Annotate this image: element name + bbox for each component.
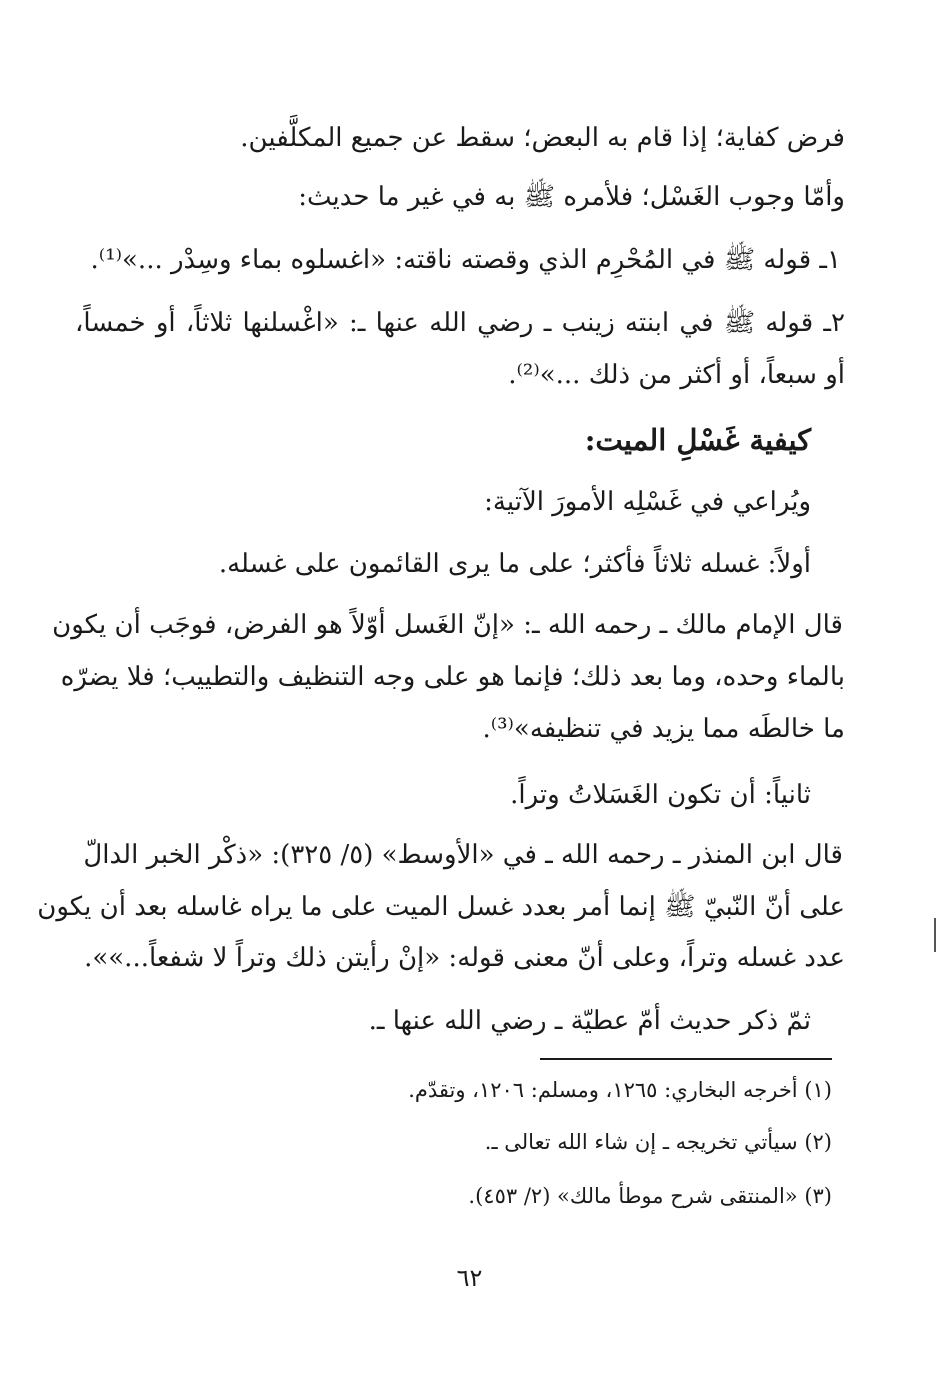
text-line: ثانياً: أن تكون الغَسَلاتُ وتراً. xyxy=(510,780,811,810)
text-line: قال الإمام مالك ـ رحمه الله ـ: «إنّ الغَسل أوّلاً هو الفرض، فوجَب أن يكون xyxy=(52,610,843,640)
footnote: (٢) سيأتي تخريجه ـ إن شاء الله تعالى ـ. xyxy=(484,1130,832,1154)
text-line: أو سبعاً، أو أكثر من ذلك ...»⁽²⁾. xyxy=(508,360,845,390)
text-line: عدد غسله وتراً، وعلى أنّ معنى قوله: «إنْ رأيتن ذلك وتراً لا شفعاً...»». xyxy=(84,943,845,973)
footnote-separator xyxy=(540,1058,832,1060)
scan-edge-mark xyxy=(934,918,936,952)
text-line: ثمّ ذكر حديث أمّ عطيّة ـ رضي الله عنها ـ. xyxy=(368,1006,811,1036)
page-number: ٦٢ xyxy=(456,1264,483,1292)
text-line: فرض كفاية؛ إذا قام به البعض؛ سقط عن جميع المكلَّفين. xyxy=(240,123,845,153)
text-line: ٢ـ قوله ﷺ في ابنته زينب ـ رضي الله عنها ـ: «اغْسلنها ثلاثاً، أو خمساً، xyxy=(75,308,845,338)
text-line: قال ابن المنذر ـ رحمه الله ـ في «الأوسط» (٥/ ٣٢٥): «ذكْر الخبر الدالّ xyxy=(83,840,843,870)
text-line: ويُراعي في غَسْلِه الأمورَ الآتية: xyxy=(484,487,811,517)
footnote: (٣) «المنتقى شرح موطأ مالك» (٢/ ٤٥٣). xyxy=(468,1184,832,1208)
footnote: (١) أخرجه البخاري: ١٢٦٥، ومسلم: ١٢٠٦، وتقدّم. xyxy=(408,1078,832,1102)
text-line: بالماء وحده، وما بعد ذلك؛ فإنما هو على وجه التنظيف والتطييب؛ فلا يضرّه xyxy=(60,662,845,692)
section-heading: كيفية غَسْلِ الميت: xyxy=(584,423,811,457)
text-line: ١ـ قوله ﷺ في المُحْرِم الذي وقصته ناقته: «اغسلوه بماء وسِدْر ...»⁽¹⁾. xyxy=(90,245,841,275)
text-line: ما خالطَه مما يزيد في تنظيفه»⁽³⁾. xyxy=(482,714,845,744)
text-line: وأمّا وجوب الغَسْل؛ فلأمره ﷺ به في غير ما حديث: xyxy=(298,182,845,212)
text-line: أولاً: غسله ثلاثاً فأكثر؛ على ما يرى القائمون على غسله. xyxy=(218,549,811,579)
text-line: على أنّ النّبيّ ﷺ إنما أمر بعدد غسل الميت على ما يراه غاسله بعد أن يكون xyxy=(37,892,845,922)
